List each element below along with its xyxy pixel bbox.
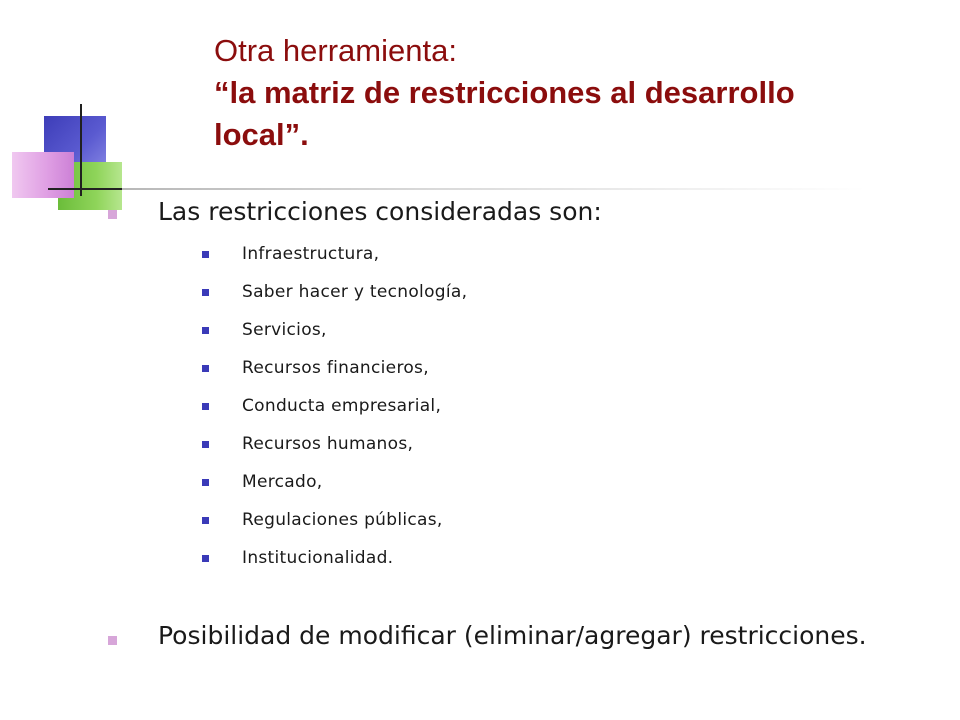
square-bullet-icon <box>202 365 209 372</box>
square-bullet-icon <box>202 555 209 562</box>
list-item <box>0 388 960 426</box>
restriccion-label: Recursos humanos, <box>242 434 414 454</box>
square-bullet-icon <box>202 289 209 296</box>
title-line-2: “la matriz de restricciones al desarrollo local”. <box>214 75 795 152</box>
list-item <box>0 274 960 312</box>
decor-vertical-line <box>80 104 82 196</box>
intro-text: Las restricciones consideradas son: <box>158 197 602 226</box>
list-item <box>0 350 960 388</box>
restriccion-label: Servicios, <box>242 320 327 340</box>
list-item <box>0 426 960 464</box>
square-bullet-icon <box>108 210 117 219</box>
decor-pink-square <box>12 152 74 198</box>
square-bullet-icon <box>202 441 209 448</box>
list-item <box>0 236 960 274</box>
restriccion-label: Mercado, <box>242 472 323 492</box>
restriccion-label: Conducta empresarial, <box>242 396 442 416</box>
slide-title <box>214 30 894 156</box>
square-bullet-icon <box>202 479 209 486</box>
restriccion-label: Regulaciones públicas, <box>242 510 443 530</box>
list-item <box>0 312 960 350</box>
restriccion-label: Infraestructura, <box>242 244 380 264</box>
list-item <box>0 464 960 502</box>
restricciones-list <box>0 236 960 578</box>
square-bullet-icon <box>108 636 117 645</box>
square-bullet-icon <box>202 403 209 410</box>
square-bullet-icon <box>202 517 209 524</box>
restriccion-label: Saber hacer y tecnología, <box>242 282 468 302</box>
restriccion-label: Institucionalidad. <box>242 548 394 568</box>
list-item <box>0 502 960 540</box>
restriccion-label: Recursos financieros, <box>242 358 429 378</box>
square-bullet-icon <box>202 251 209 258</box>
decor-title-underline <box>122 188 866 190</box>
square-bullet-icon <box>202 327 209 334</box>
title-line-1: Otra herramienta: <box>214 33 457 68</box>
posibilidad-text: Posibilidad de modificar (eliminar/agregar) restricciones. <box>158 621 867 650</box>
list-item <box>0 540 960 578</box>
